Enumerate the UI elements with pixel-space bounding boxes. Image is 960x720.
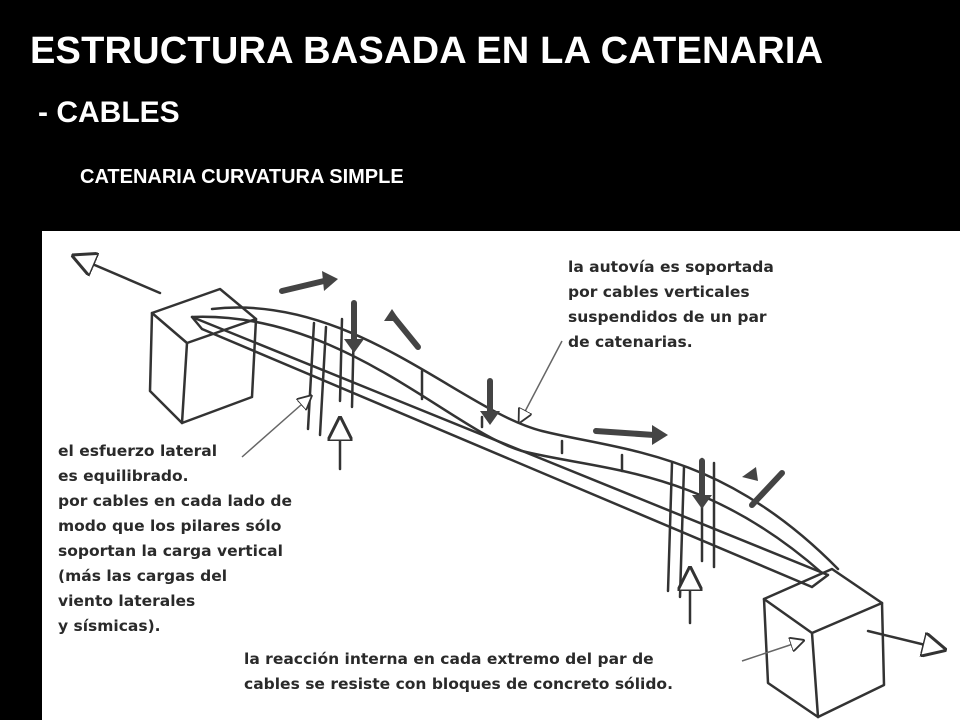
section-heading: CATENARIA CURVATURA SIMPLE [80, 166, 404, 188]
slide-subtitle: - CABLES [38, 96, 180, 129]
left-pull-arrow [76, 257, 160, 293]
annotation-roadway-support: la autovía es soportada por cables verticales suspendidos de un par de catenarias. [568, 258, 774, 351]
annotation-lateral-stress: el esfuerzo lateral es equilibrado. por cables en cada lado de modo que los pilares sólo soportan la carga vertical (más las cargas del viento laterales y sísmicas). [58, 442, 293, 635]
slide-title: ESTRUCTURA BASADA EN LA CATENARIA [30, 30, 824, 72]
catenary-diagram [42, 231, 960, 720]
pointer-top [520, 341, 562, 421]
annotation-internal-reaction: la reacción interna en cada extremo del par de cables se resiste con bloques de concreto sólido. [244, 650, 673, 693]
right-pull-arrow [868, 631, 942, 649]
